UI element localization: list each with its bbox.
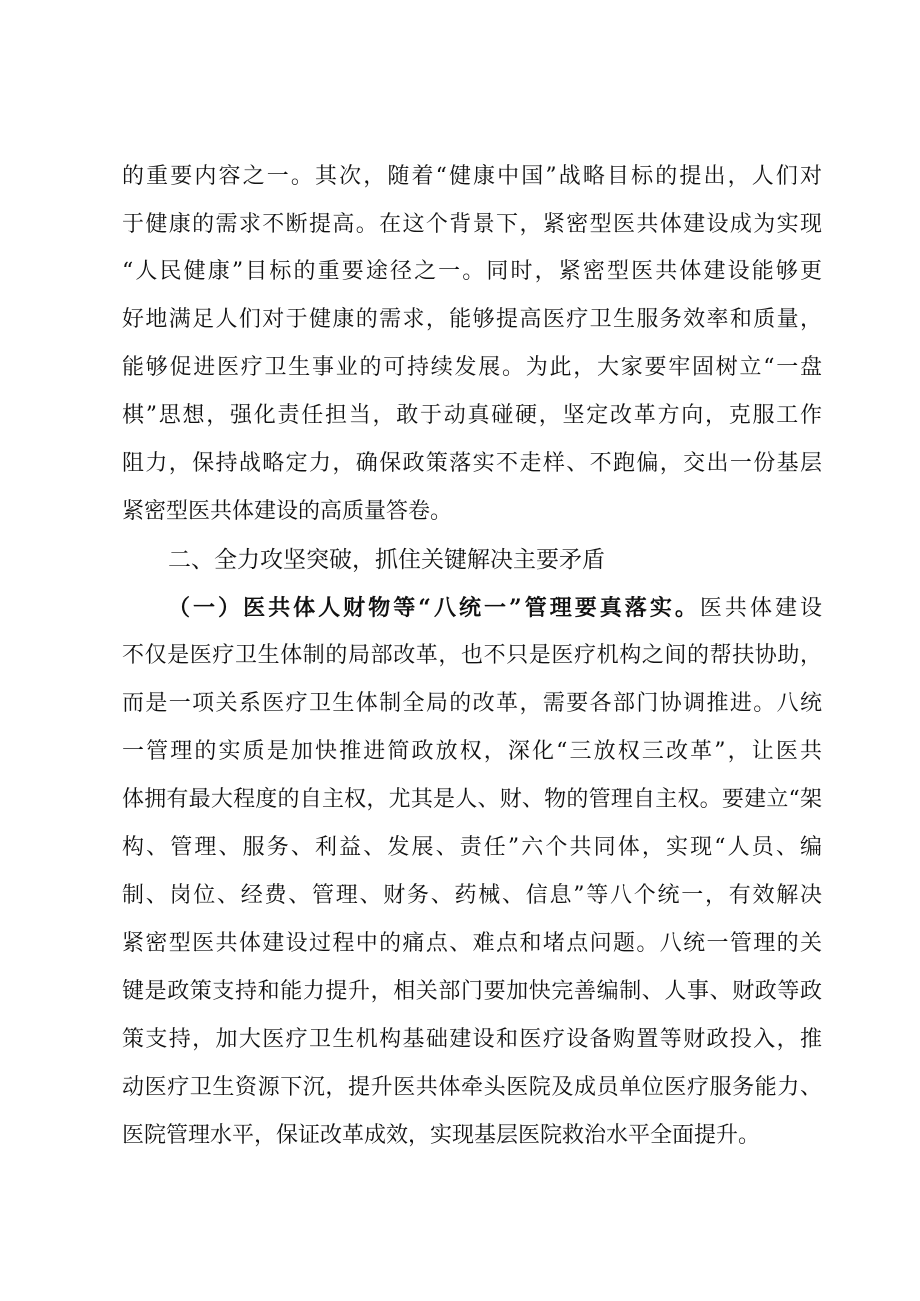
paragraph-line: 紧密型医共体建设的高质量答卷。	[122, 499, 453, 524]
subsection-first-line	[168, 593, 822, 624]
paragraph-line: 棋”思想，强化责任担当，敢于动真碰硬，坚定改革方向，克服工作	[122, 403, 822, 428]
paragraph-line: 能够促进医疗卫生事业的可持续发展。为此，大家要牢固树立“一盘	[122, 355, 822, 380]
paragraph-line: “人民健康”目标的重要途径之一。同时，紧密型医共体建设能够更	[122, 259, 822, 284]
paragraph-line: 而是一项关系医疗卫生体制全局的改革，需要各部门协调推进。八统	[122, 691, 822, 716]
paragraph-line: 的重要内容之一。其次，随着“健康中国”战略目标的提出，人们对	[122, 164, 822, 189]
paragraph-line: 制、岗位、经费、管理、财务、药械、信息”等八个统一，有效解决	[122, 883, 822, 908]
paragraph-line: 策支持，加大医疗卫生机构基础建设和医疗设备购置等财政投入，推	[122, 1027, 822, 1052]
paragraph-line: 体拥有最大程度的自主权，尤其是人、财、物的管理自主权。要建立“架	[122, 787, 822, 812]
paragraph-line: 动医疗卫生资源下沉，提升医共体牵头医院及成员单位医疗服务能力、	[122, 1075, 822, 1100]
paragraph-line: 键是政策支持和能力提升，相关部门要加快完善编制、人事、财政等政	[122, 979, 822, 1004]
section-heading: 二、全力攻坚突破，抓住关键解决主要矛盾	[168, 547, 605, 573]
paragraph-line: 一管理的实质是加快推进简政放权，深化“三放权三改革”，让医共	[122, 739, 822, 764]
paragraph-line: 医院管理水平，保证改革成效，实现基层医院救治水平全面提升。	[122, 1123, 761, 1148]
paragraph-line: 构、管理、服务、利益、发展、责任”六个共同体，实现“人员、编	[122, 835, 822, 860]
subsection-heading: （一）医共体人财物等“八统一”管理要真落实。	[168, 595, 700, 621]
paragraph-line: 阻力，保持战略定力，确保政策落实不走样、不跑偏，交出一份基层	[122, 451, 822, 476]
paragraph-line: 好地满足人们对于健康的需求，能够提高医疗卫生服务效率和质量，	[122, 307, 822, 332]
paragraph-line: 紧密型医共体建设过程中的痛点、难点和堵点问题。八统一管理的关	[122, 931, 822, 956]
subsection-first-line-text: 医共体建设	[699, 596, 822, 621]
paragraph-line: 不仅是医疗卫生体制的局部改革，也不只是医疗机构之间的帮扶协助，	[122, 643, 822, 668]
paragraph-line: 于健康的需求不断提高。在这个背景下，紧密型医共体建设成为实现	[122, 212, 822, 237]
